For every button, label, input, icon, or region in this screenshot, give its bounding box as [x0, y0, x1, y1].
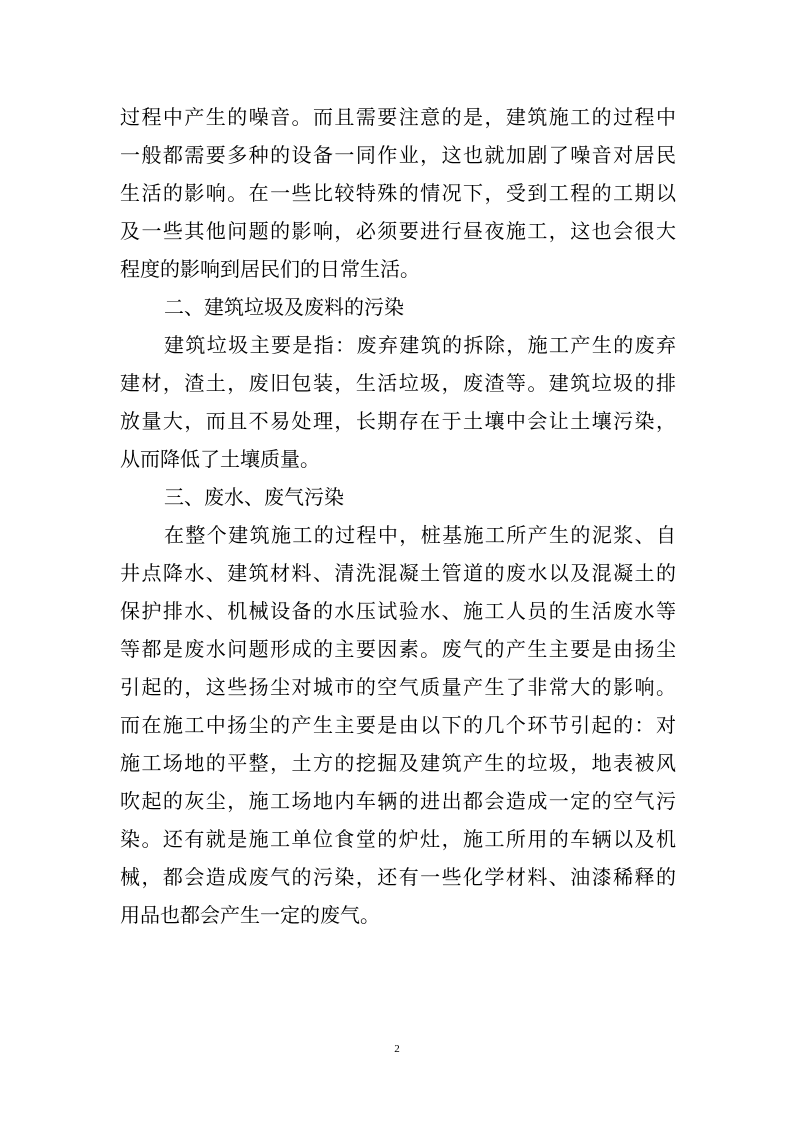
paragraph-construction-waste	[120, 326, 676, 478]
section-heading-construction-waste: 二、建筑垃圾及废料的污染	[164, 295, 404, 319]
text-line: 械，都会造成废气的污染，还有一些化学材料、油漆稀释的	[120, 865, 676, 889]
paragraph-wastewater-exhaust	[120, 516, 676, 934]
paragraph-noise-continuation	[120, 98, 676, 288]
text-line: 在整个建筑施工的过程中，桩基施工所产生的泥浆、自	[164, 523, 676, 547]
text-line: 引起的，这些扬尘对城市的空气质量产生了非常大的影响。	[120, 675, 676, 699]
text-line: 保护排水、机械设备的水压试验水、施工人员的生活废水等	[120, 599, 676, 623]
text-line: 建材，渣土，废旧包装，生活垃圾，废渣等。建筑垃圾的排	[120, 371, 676, 395]
text-line: 放量大，而且不易处理，长期存在于土壤中会让土壤污染，	[120, 409, 676, 433]
text-line: 用品也都会产生一定的废气。	[120, 903, 380, 927]
text-line: 染。还有就是施工单位食堂的炉灶，施工所用的车辆以及机	[120, 827, 676, 851]
text-line: 从而降低了土壤质量。	[120, 447, 320, 471]
text-line: 及一些其他问题的影响，必须要进行昼夜施工，这也会很大	[120, 219, 676, 243]
text-line: 吹起的灰尘，施工场地内车辆的进出都会造成一定的空气污	[120, 789, 676, 813]
text-line: 过程中产生的噪音。而且需要注意的是，建筑施工的过程中	[120, 105, 676, 129]
text-line: 井点降水、建筑材料、清洗混凝土管道的废水以及混凝土的	[120, 561, 676, 585]
page-number: 2	[394, 1043, 400, 1055]
text-line: 生活的影响。在一些比较特殊的情况下，受到工程的工期以	[120, 181, 676, 205]
document-body	[120, 98, 676, 934]
section-heading-wastewater-exhaust: 三、废水、废气污染	[164, 485, 344, 509]
text-line: 施工场地的平整，土方的挖掘及建筑产生的垃圾，地表被风	[120, 751, 676, 775]
text-line: 程度的影响到居民们的日常生活。	[120, 257, 420, 281]
text-line: 一般都需要多种的设备一同作业，这也就加剧了噪音对居民	[120, 143, 676, 167]
text-line: 而在施工中扬尘的产生主要是由以下的几个环节引起的：对	[120, 713, 676, 737]
text-line: 等都是废水问题形成的主要因素。废气的产生主要是由扬尘	[120, 637, 676, 661]
text-line: 建筑垃圾主要是指：废弃建筑的拆除，施工产生的废弃	[164, 333, 676, 357]
